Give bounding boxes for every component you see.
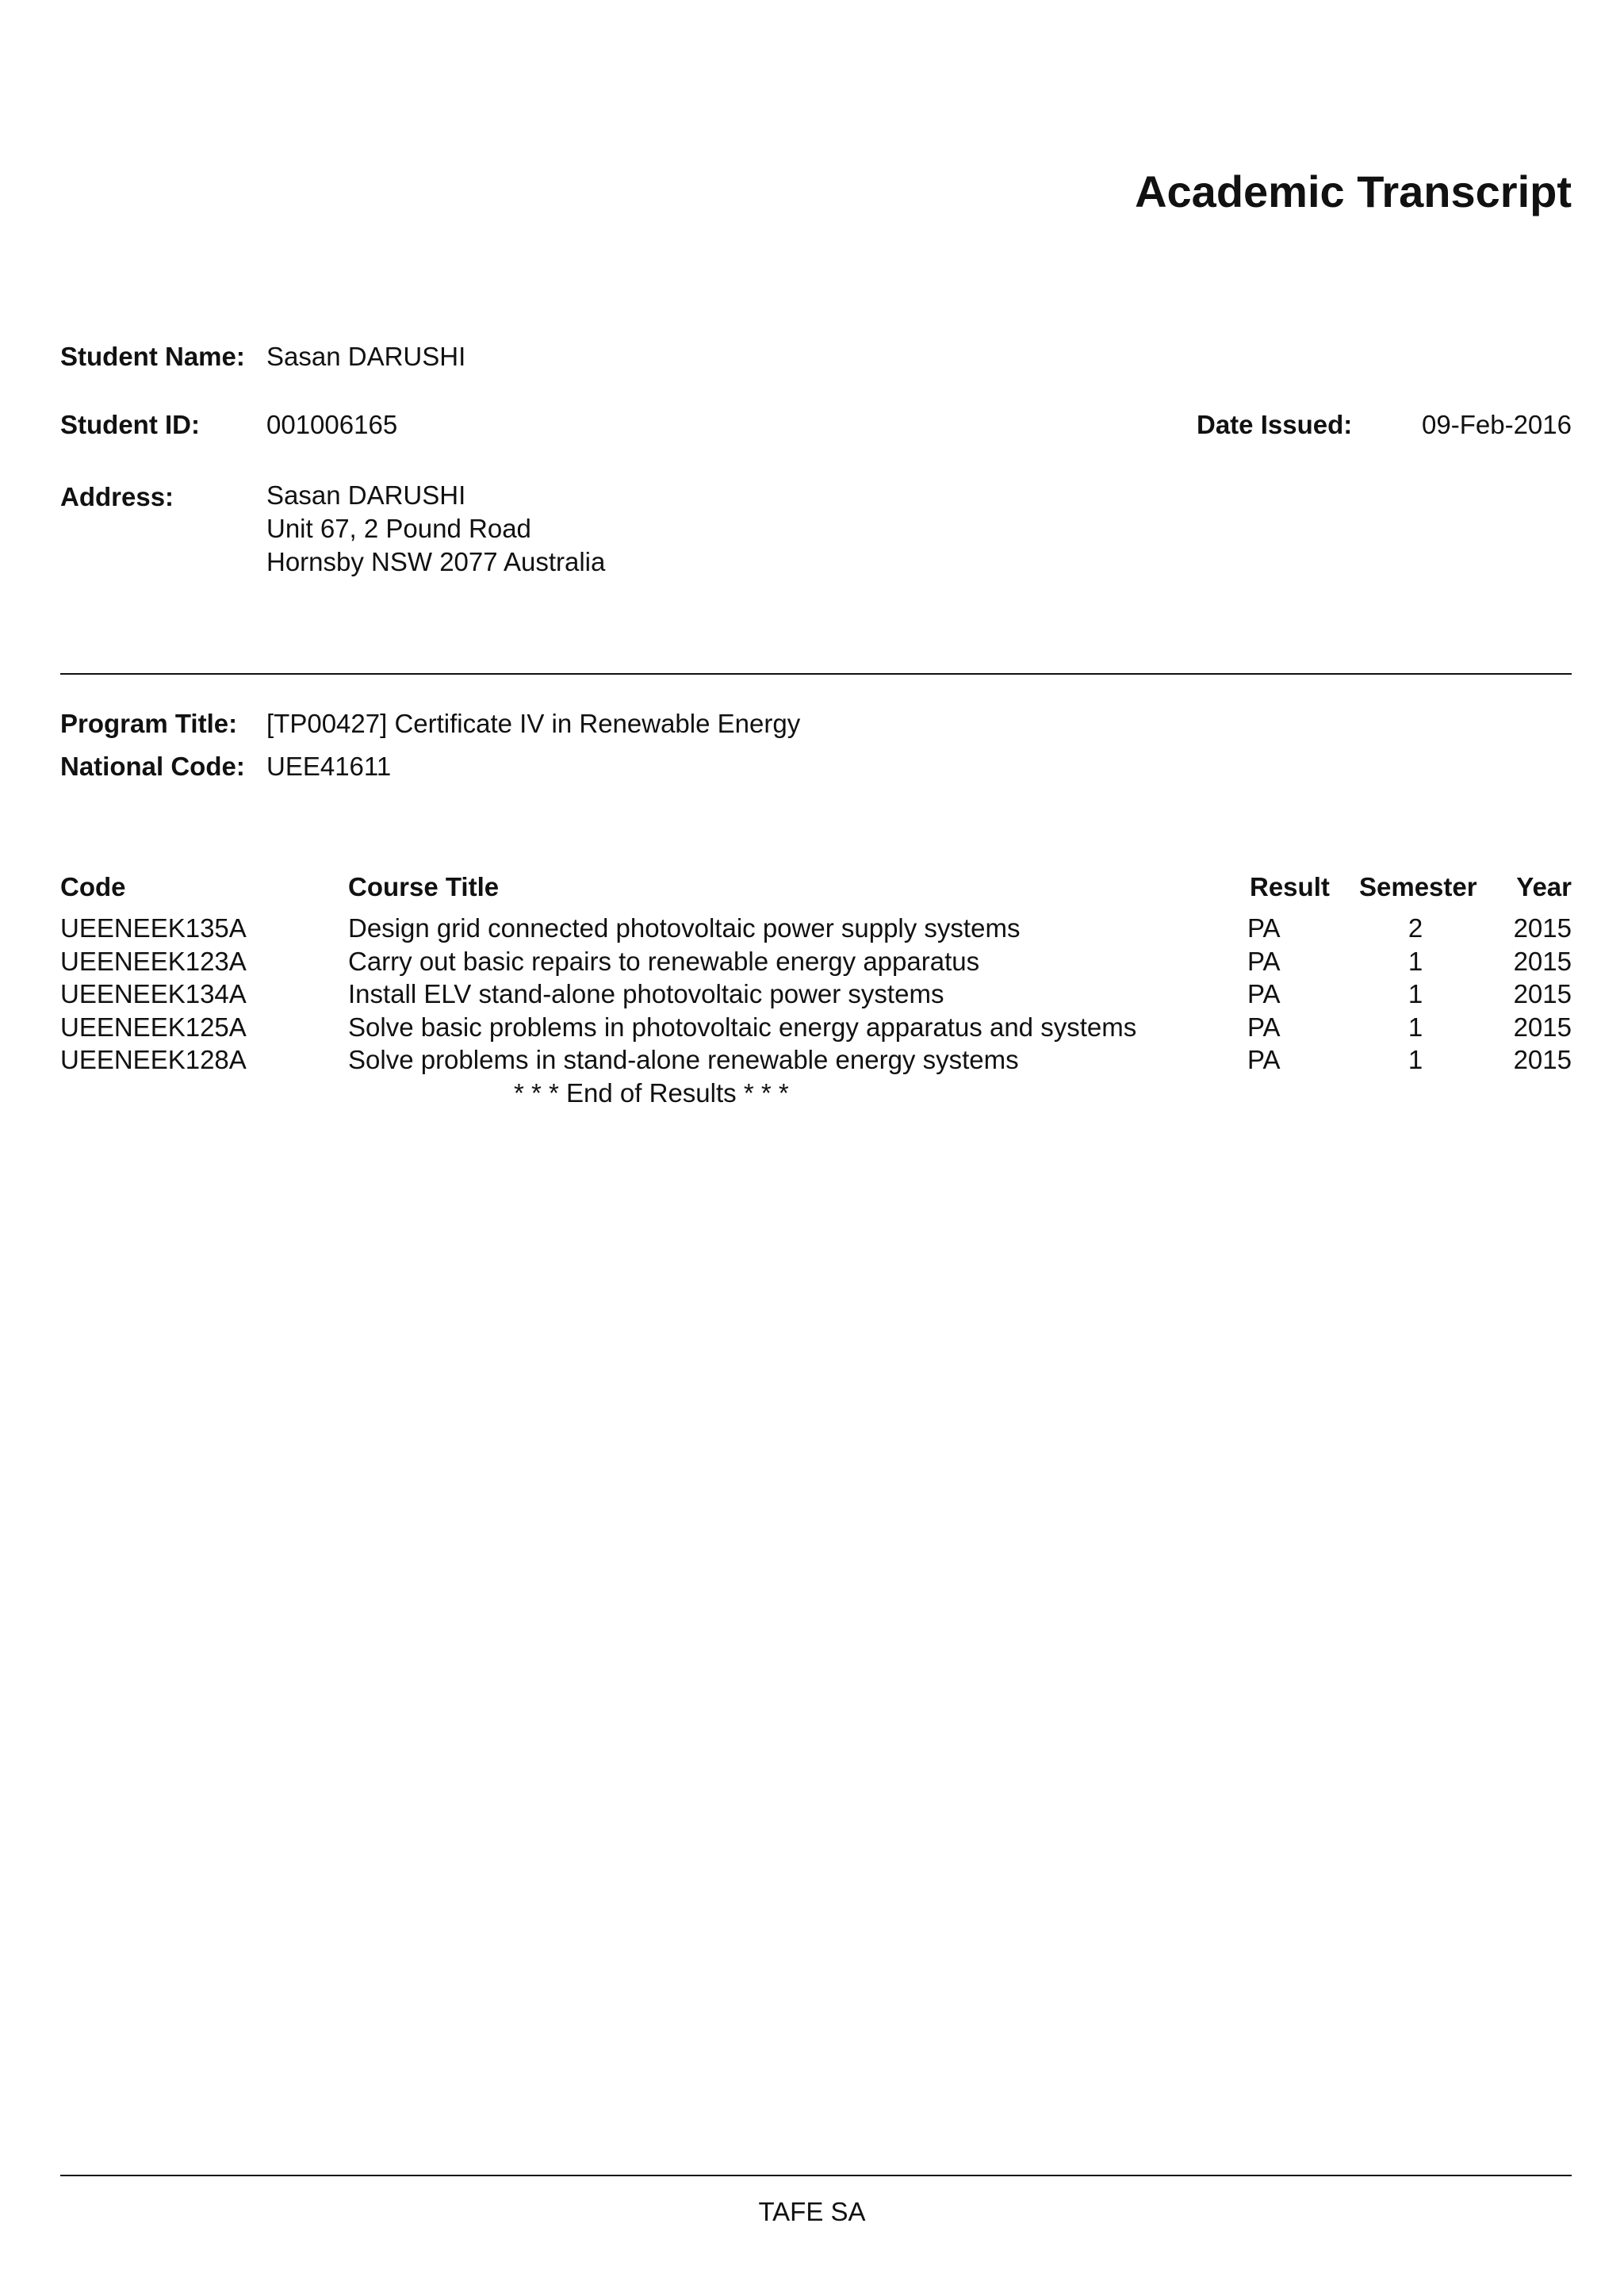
cell-course-title: Design grid connected photovoltaic power supply systems	[348, 913, 1021, 943]
cell-year: 2015	[1513, 979, 1572, 1008]
program-title-label: Program Title:	[60, 709, 238, 738]
cell-result: PA	[1247, 913, 1281, 943]
document-title: Academic Transcript	[1135, 166, 1572, 216]
student-id-value: 001006165	[266, 410, 398, 439]
cell-year: 2015	[1513, 913, 1572, 943]
header-code: Code	[60, 872, 126, 901]
cell-code: UEENEEK134A	[60, 979, 247, 1008]
table-row	[0, 1047, 1624, 1080]
cell-result: PA	[1247, 1012, 1281, 1042]
cell-year: 2015	[1513, 946, 1572, 976]
date-issued-label: Date Issued:	[1197, 410, 1353, 439]
header-semester: Semester	[1359, 872, 1477, 901]
cell-course-title: Solve basic problems in photovoltaic energy apparatus and systems	[348, 1012, 1137, 1042]
cell-course-title: Install ELV stand-alone photovoltaic power systems	[348, 979, 944, 1008]
cell-semester: 1	[1408, 1045, 1423, 1074]
cell-result: PA	[1247, 1045, 1281, 1074]
address-block	[266, 479, 605, 579]
address-label: Address:	[60, 482, 174, 511]
student-name-label: Student Name:	[60, 342, 245, 371]
program-title-value: [TP00427] Certificate IV in Renewable Energy	[266, 709, 801, 738]
divider	[60, 673, 1572, 675]
address-line: Unit 67, 2 Pound Road	[266, 514, 531, 543]
cell-result: PA	[1247, 979, 1281, 1008]
cell-year: 2015	[1513, 1045, 1572, 1074]
cell-semester: 1	[1408, 1012, 1423, 1042]
cell-semester: 1	[1408, 979, 1423, 1008]
student-id-label: Student ID:	[60, 410, 200, 439]
cell-course-title: Solve problems in stand-alone renewable energy systems	[348, 1045, 1019, 1074]
footer-institution: TAFE SA	[758, 2197, 866, 2226]
cell-course-title: Carry out basic repairs to renewable energy apparatus	[348, 946, 980, 976]
cell-code: UEENEEK135A	[60, 913, 247, 943]
footer-divider	[60, 2175, 1572, 2176]
cell-code: UEENEEK125A	[60, 1012, 247, 1042]
cell-year: 2015	[1513, 1012, 1572, 1042]
end-of-results: * * * End of Results * * *	[514, 1078, 789, 1108]
header-year: Year	[1516, 872, 1572, 901]
results-table	[0, 915, 1624, 1080]
address-line: Sasan DARUSHI	[266, 480, 466, 510]
national-code-value: UEE41611	[266, 752, 392, 781]
cell-code: UEENEEK128A	[60, 1045, 247, 1074]
header-course-title: Course Title	[348, 872, 500, 901]
student-name-value: Sasan DARUSHI	[266, 342, 466, 371]
cell-semester: 1	[1408, 946, 1423, 976]
table-row	[0, 1014, 1624, 1047]
date-issued-value: 09-Feb-2016	[1422, 410, 1572, 439]
cell-result: PA	[1247, 946, 1281, 976]
table-row	[0, 948, 1624, 982]
table-row	[0, 915, 1624, 948]
table-row	[0, 981, 1624, 1014]
header-result: Result	[1250, 872, 1330, 901]
national-code-label: National Code:	[60, 752, 245, 781]
address-line: Hornsby NSW 2077 Australia	[266, 547, 606, 576]
cell-code: UEENEEK123A	[60, 946, 247, 976]
cell-semester: 2	[1408, 913, 1423, 943]
